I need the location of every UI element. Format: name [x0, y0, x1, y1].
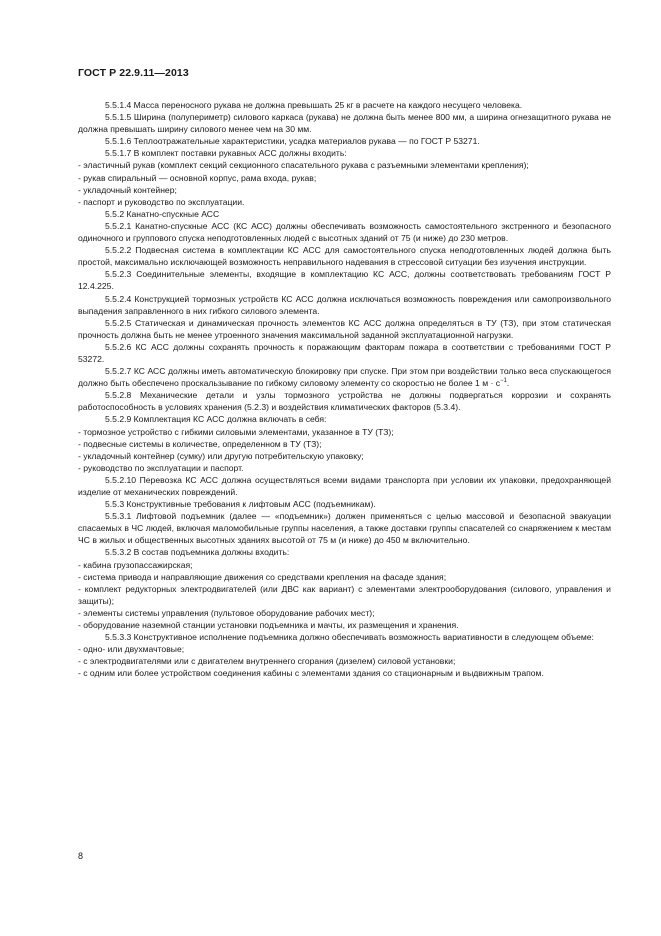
paragraph-text: - тормозное устройство с гибкими силовыми элементами, указанное в ТУ (ТЗ);	[78, 426, 394, 437]
paragraph-text: - с электродвигателями или с двигателем внутреннего сгорания (дизелем) силовой установки;	[78, 656, 456, 667]
paragraph-text: 5.5.2.4 Конструкцией тормозных устройств КС АСС должна исключаться возможность повреждения или самопроизвольного выпадения заправленного в них гибкого силового элемента.	[78, 293, 611, 316]
clause-paragraph	[78, 546, 611, 558]
paragraph-text: 5.5.3.3 Конструктивное исполнение подъемника должно обеспечивать возможность вариативности в следующем объеме:	[105, 632, 594, 643]
paragraph-text: 5.5.2.8 Механические детали и узлы тормозного устройства не должны подвергаться коррозии и сохранять работоспособность в условиях хранения (5.2.3) и воздействия климатических факторов (5.3.4).	[78, 390, 611, 413]
clause-paragraph	[78, 293, 611, 317]
clause-paragraph	[78, 147, 611, 159]
clause-paragraph	[78, 413, 611, 425]
list-item	[78, 667, 611, 679]
clause-paragraph	[78, 498, 611, 510]
paragraph-text: - система привода и направляющие движения со средствами крепления на фасаде здания;	[78, 571, 447, 582]
clause-paragraph	[78, 99, 611, 111]
list-item	[78, 619, 611, 631]
paragraph-text: - укладочный контейнер (сумку) или другую потребительскую упаковку;	[78, 450, 364, 461]
clause-paragraph	[78, 389, 611, 413]
paragraph-text: - рукав спиральный — основной корпус, рама входа, рукав;	[78, 172, 317, 183]
clause-paragraph	[78, 631, 611, 643]
page-header	[78, 67, 189, 79]
paragraph-text: 5.5.2.7 КС АСС должны иметь автоматическую блокировку при спуске. При этом при воздействии только веса спускающегося должно быть обеспечено проскальзывание по гибкому силовому элементу со скоростью не более 1 м · с	[78, 366, 611, 389]
paragraph-text: 5.5.3 Конструктивные требования к лифтовым АСС (подъемникам).	[105, 499, 376, 510]
document-body	[78, 99, 611, 680]
paragraph-text: - с одним или более устройством соединения кабины с элементами здания со стационарным и выдвижным трапом.	[78, 668, 544, 679]
paragraph-text: - паспорт и руководство по эксплуатации.	[78, 196, 245, 207]
clause-paragraph	[78, 474, 611, 498]
clause-paragraph	[78, 208, 611, 220]
list-item	[78, 184, 611, 196]
paragraph-tail: .	[506, 378, 510, 389]
superscript: −1	[500, 378, 507, 385]
paragraph-text: 5.5.1.5 Ширина (полупериметр) силового каркаса (рукава) не должна быть менее 800 мм, а ширина огнезащитного рукава не должна превышать ширину силового менее чем на 30 мм.	[78, 112, 611, 135]
paragraph-text: 5.5.2.2 Подвесная система в комплектации КС АСС для самостоятельного спуска неподготовленных людей должна быть простой, максимально исключающей возможность неправильного надевания в стрессовой ситуации без изучения инструкции.	[78, 245, 611, 268]
list-item	[78, 571, 611, 583]
paragraph-text: 5.5.2.1 Канатно-спускные АСС (КС АСС) должны обеспечивать возможность самостоятельного экстренного и безопасного одиночного и группового спуска неподготовленных людей с высотных зданий от 75 (и ниже) до 230 метров.	[78, 220, 611, 244]
clause-paragraph	[78, 244, 611, 268]
paragraph-text: - эластичный рукав (комплект секций секционного спасательного рукава с разъемными элементами крепления);	[78, 160, 529, 171]
paragraph-text: 5.5.3.1 Лифтовой подъемник (далее — «подъемник») должен применяться с целью массовой и безопасной эвакуации спасаемых в ЧС людей, включая маломобильные группы населения, а также доставки группы спасателей со снаряжением к местам ЧС в жилых и общественных высотных зданиях высотой от 75 м (и ниже) до 450 м включительно.	[78, 511, 611, 546]
clause-paragraph	[78, 510, 611, 546]
list-item	[78, 462, 611, 474]
list-item	[78, 643, 611, 655]
paragraph-text: - комплект редукторных электродвигателей (или ДВС как вариант) с элементами электрооборудования (силового, управления и защиты);	[78, 583, 611, 606]
paragraph-text: - руководство по эксплуатации и паспорт.	[78, 462, 244, 473]
paragraph-text: 5.5.2.5 Статическая и динамическая прочность элементов КС АСС должна определяться в ТУ (ТЗ), при этом статическая прочность должна быть не менее утроенного значения максимальной заданной эксплуатационной нагрузки.	[78, 317, 611, 340]
paragraph-text: - кабина грузопассажирская;	[78, 559, 193, 570]
paragraph-text: 5.5.1.4 Масса переносного рукава не должна превышать 25 кг в расчете на каждого несущего человека.	[105, 100, 523, 110]
paragraph-text: 5.5.2 Канатно-спускные АСС	[105, 208, 220, 219]
clause-paragraph	[78, 135, 611, 147]
list-item	[78, 559, 611, 571]
paragraph-text: - укладочный контейнер;	[78, 184, 177, 195]
paragraph-text: 5.5.2.3 Соединительные элементы, входящие в комплектацию КС АСС, должны соответствовать требованиям ГОСТ Р 12.4.225.	[78, 269, 611, 292]
paragraph-text: 5.5.1.7 В комплект поставки рукавных АСС должны входить:	[105, 148, 347, 159]
paragraph-text: 5.5.2.6 КС АСС должны сохранять прочность к поражающим факторам пожара в соответствии с требованиями ГОСТ Р 53272.	[78, 341, 611, 364]
list-item	[78, 607, 611, 619]
list-item	[78, 438, 611, 450]
clause-paragraph	[78, 220, 611, 244]
list-item	[78, 426, 611, 438]
paragraph-text: 5.5.2.9 Комплектация КС АСС должна включать в себя:	[105, 414, 327, 425]
paragraph-text: - оборудование наземной станции установки подъемника и мачты, их размещения и хранения.	[78, 620, 459, 631]
paragraph-text: 5.5.1.6 Теплоотражательные характеристики, усадка материалов рукава — по ГОСТ Р 53271.	[105, 136, 480, 147]
paragraph-text: - элементы системы управления (пультовое оборудование рабочих мест);	[78, 607, 375, 618]
list-item	[78, 583, 611, 607]
list-item	[78, 450, 611, 462]
clause-paragraph	[78, 317, 611, 341]
clause-paragraph	[78, 111, 611, 135]
clause-paragraph	[78, 365, 611, 389]
paragraph-text: - подвесные системы в количестве, определенном в ТУ (ТЗ);	[78, 438, 322, 449]
list-item	[78, 172, 611, 184]
paragraph-text: 5.5.3.2 В состав подъемника должны входить:	[105, 547, 290, 558]
list-item	[78, 196, 611, 208]
paragraph-text: - одно- или двухмачтовые;	[78, 644, 185, 655]
paragraph-text: 5.5.2.10 Перевозка КС АСС должна осуществляться всеми видами транспорта при условии их упаковки, предохраняющей изделие от механических повреждений.	[78, 474, 611, 497]
clause-paragraph	[78, 341, 611, 365]
clause-paragraph	[78, 268, 611, 292]
document-title: ГОСТ Р 22.9.11—2013	[78, 67, 189, 79]
list-item	[78, 655, 611, 667]
page-number: 8	[78, 851, 84, 861]
list-item	[78, 159, 611, 171]
